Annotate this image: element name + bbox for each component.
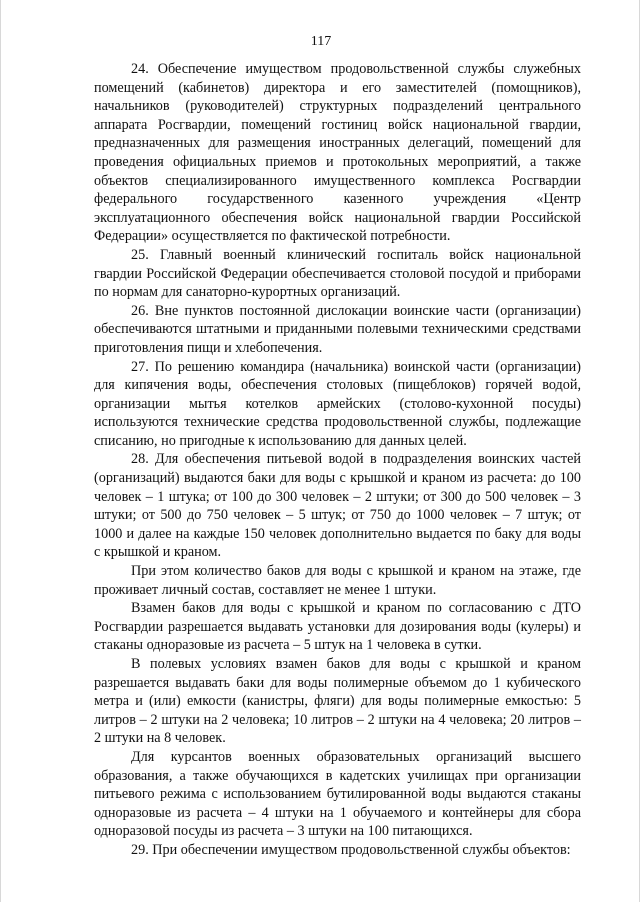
paragraph-24: 24. Обеспечение имуществом продовольственной службы служебных помещений (кабинетов) директора и его заместителей (помощников), начальников (руководителей) структурных подразделений центрального аппарата Росгвардии, помещений гостиниц войск национальной гвардии, предназначенных для размещения иностранных делегаций, помещений для проведения официальных приемов и протокольных мероприятий, а также объектов специализированного имущественного комплекса Росгвардии федерального государственного казенного учреждения «Центр эксплуатационного обеспечения войск национальной гвардии Российской Федерации» осуществляется по фактической потребности. bbox=[94, 61, 581, 245]
paragraph-25: 25. Главный военный клинический госпиталь войск национальной гвардии Российской Федерации обеспечивается столовой посудой и приборами по нормам для санаторно-курортных организаций. bbox=[94, 246, 581, 301]
page-number: 117 bbox=[310, 34, 332, 49]
paragraph-28-field-conditions: В полевых условиях взамен баков для воды с крышкой и краном разрешается выдавать баки для воды полимерные объемом до 1 кубического метра и (или) емкости (канистры, фляги) для воды полимерные емкостью: 5 литров – 2 штуки на 2 человека; 10 литров – 2 штуки на 4 человека; 20 литров – 2 штуки на 8 человек. bbox=[94, 656, 581, 747]
paragraph-27: 27. По решению командира (начальника) воинской части (организации) для кипячения воды, обеспечения столовых (пищеблоков) горячей водой, организации мытья котелков армейских (столово-кухонной посуды) используются технические средства продовольственной службы, подлежащие списанию, но пригодные к использованию для данных целей. bbox=[94, 358, 581, 449]
document-body bbox=[94, 60, 581, 860]
paragraph-29: 29. При обеспечении имуществом продовольственной службы объектов: bbox=[131, 841, 571, 858]
paragraph-28-cadets: Для курсантов военных образовательных организаций высшего образования, а также обучающихся в кадетских училищах при организации питьевого режима с использованием бутилированной воды выдаются стаканы одноразовые из расчета – 4 штуки на 1 обучаемого и контейнеры для сбора одноразовой посуды из расчета – 3 штуки на 100 питающихся. bbox=[94, 748, 581, 840]
paragraph-28-coolers: Взамен баков для воды с крышкой и краном по согласованию с ДТО Росгвардии разрешается выдавать установки для дозирования воды (кулеры) и стаканы одноразовые из расчета – 5 штук на 1 человека в сутки. bbox=[94, 600, 581, 654]
paragraph-26: 26. Вне пунктов постоянной дислокации воинские части (организации) обеспечиваются штатными и приданными полевыми техническими средствами приготовления пищи и хлебопечения. bbox=[94, 302, 581, 356]
paragraph-28: 28. Для обеспечения питьевой водой в подразделения воинских частей (организаций) выдаются баки для воды с крышкой и краном из расчета: до 100 человек – 1 штука; от 100 до 300 человек – 2 штуки; от 300 до 500 человек – 3 штуки; от 500 до 750 человек – 5 штук; от 750 до 1000 человек – 7 штук; от 1000 и далее на каждые 150 человек дополнительно выдается по баку для воды с крышкой и краном. bbox=[94, 451, 581, 561]
paragraph-28-tanks-per-floor: При этом количество баков для воды с крышкой и краном на этаже, где проживает личный состав, составляет не менее 1 штуки. bbox=[94, 563, 581, 598]
